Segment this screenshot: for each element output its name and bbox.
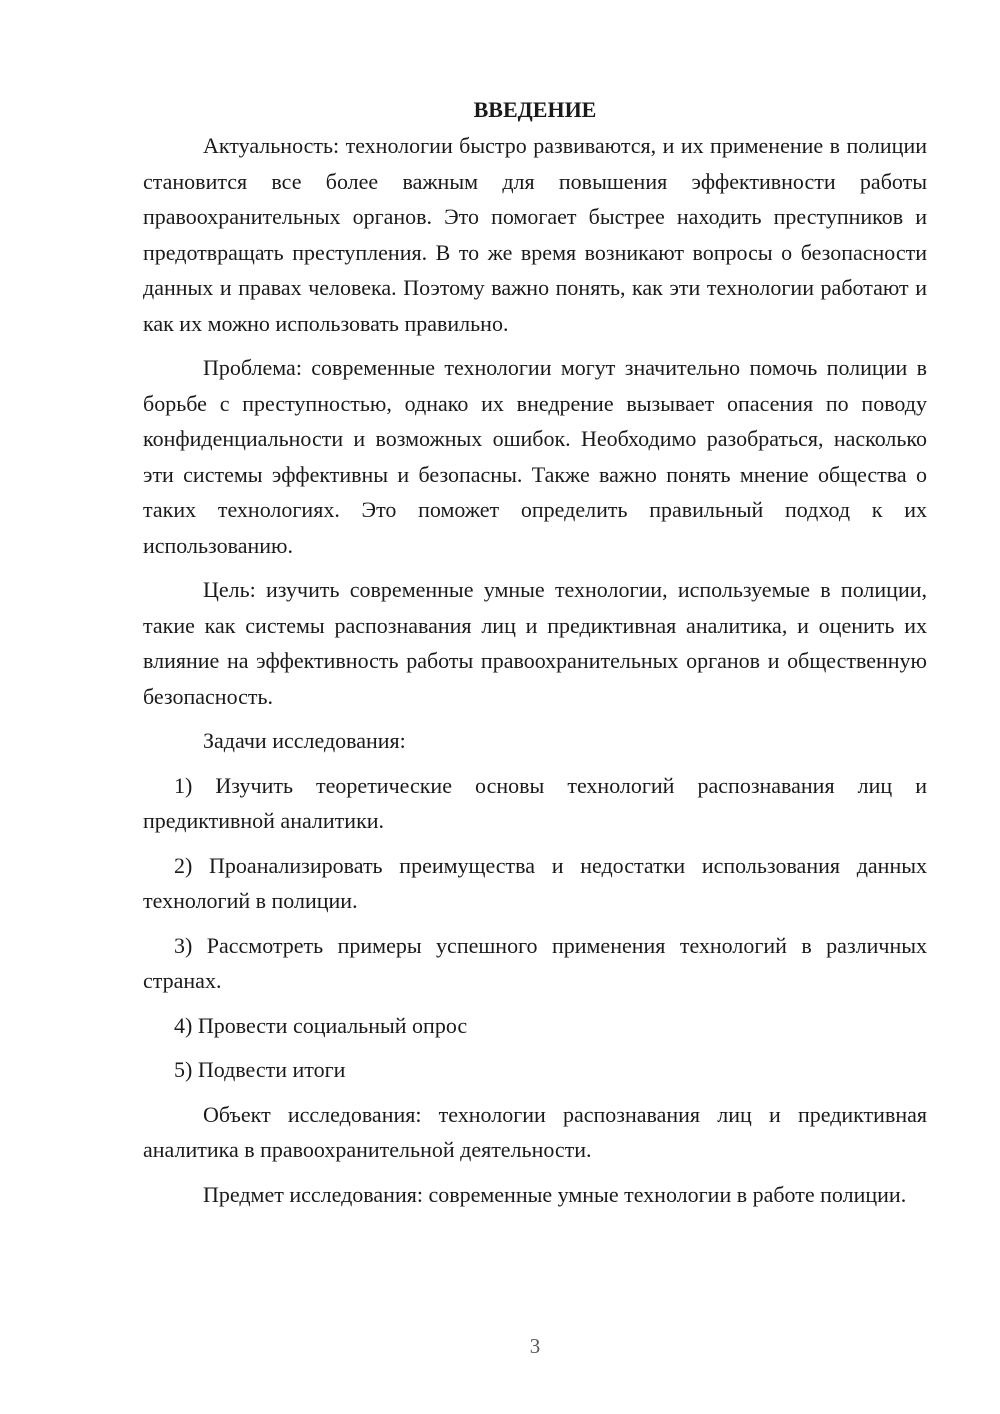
page-number: 3 bbox=[529, 1334, 541, 1358]
task-item: 3) Рассмотреть примеры успешного применения технологий в различных странах. bbox=[143, 932, 927, 993]
task-item: 2) Проанализировать преимущества и недостатки использования данных технологий в полиции. bbox=[143, 852, 927, 913]
task-item: 4) Провести социальный опрос bbox=[174, 1012, 468, 1038]
document-body bbox=[143, 96, 927, 1221]
page-title: ВВЕДЕНИЕ bbox=[473, 97, 597, 122]
relevance-paragraph: Актуальность: технологии быстро развиваются, и их применение в полиции становится все более важным для повышения эффективности работы правоохранительных органов. Это помогает быстрее находить преступников и предотвращать преступления. В то же время возникают вопросы о безопасности данных и правах человека. Поэтому важно понять, как эти технологии работают и как их можно использовать правильно. bbox=[143, 133, 927, 336]
research-subject-paragraph: Предмет исследования: современные умные технологии в работе полиции. bbox=[203, 1181, 907, 1207]
goal-paragraph: Цель: изучить современные умные технологии, используемые в полиции, такие как системы распознавания лиц и предиктивная аналитика, и оценить их влияние на эффективность работы правоохранительных органов и общественную безопасность. bbox=[143, 577, 927, 709]
tasks-heading: Задачи исследования: bbox=[203, 728, 406, 753]
research-object-paragraph: Объект исследования: технологии распознавания лиц и предиктивная аналитика в правоохранительной деятельности. bbox=[143, 1101, 927, 1162]
problem-paragraph: Проблема: современные технологии могут значительно помочь полиции в борьбе с преступностью, однако их внедрение вызывает опасения по поводу конфиденциальности и возможных ошибок. Необходимо разобраться, насколько эти системы эффективны и безопасны. Также важно понять мнение общества о таких технологиях. Это поможет определить правильный подход к их использованию. bbox=[143, 355, 927, 558]
task-item: 1) Изучить теоретические основы технологий распознавания лиц и предиктивной аналитики. bbox=[143, 772, 927, 833]
task-item: 5) Подвести итоги bbox=[174, 1057, 346, 1082]
